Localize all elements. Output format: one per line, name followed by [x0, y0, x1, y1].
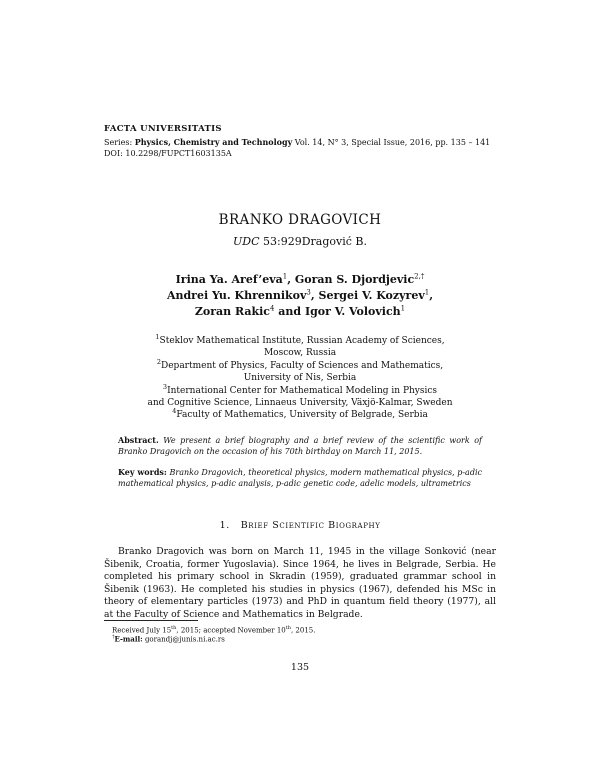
author-name: and Igor V. Volovich [274, 305, 401, 318]
footnote-email [112, 634, 225, 643]
udc-label: UDC [233, 235, 260, 248]
series-line [104, 137, 490, 147]
footnote-divider [104, 620, 198, 621]
keywords-text: Branko Dragovich, theoretical physics, modern mathematical physics, p-adic mathematical physics, p-adic analysis, p-adic genetic code, adelic models, ultrametrics [118, 468, 482, 488]
affil-mark: 3 [162, 382, 168, 391]
author-affil-mark: 1 [400, 304, 406, 313]
page-number: 135 [290, 662, 310, 673]
series-name: Physics, Chemistry and Technology [134, 137, 293, 147]
author-name: , Goran S. Djordjevic [287, 273, 415, 286]
affil-mark: 4 [172, 407, 177, 416]
abstract [118, 435, 482, 457]
footnote-text: , 2015; accepted November 10 [176, 626, 286, 635]
keywords-label: Key words: [118, 467, 167, 477]
footnote-received [112, 625, 315, 634]
author-affil-mark: 1 [424, 288, 430, 297]
affil-line: Steklov Mathematical Institute, Russian Academy of Sciences, [159, 336, 445, 346]
section-title: Brief Scientific Biography [240, 520, 381, 531]
keywords [118, 467, 482, 489]
email-label: E-mail: [114, 634, 143, 644]
ordinal-sup: th [171, 625, 177, 631]
body-paragraph: Branko Dragovich was born on March 11, 1945 in the village Sonković (near Šibenik, Croatia, former Yugoslavia). Since 1964, he lives in Belgrade, Serbia. He completed his primary school in Skradin (1959), graduated grammar school in Šibenik (1963). He completed his studies in physics (1967), defended his MSc in theory of elementary particles (1973) and PhD in quantum field theory (1977), all at the Faculty of Science and Mathematics in Belgrade. [104, 546, 496, 620]
affil-mark: 1 [155, 333, 160, 341]
affil-mark: 2 [156, 357, 162, 366]
section-heading [0, 520, 600, 531]
footnote-text: , 2015. [290, 626, 316, 635]
affil-line: and Cognitive Science, Linnaeus University, Växjö-Kalmar, Sweden [147, 398, 453, 409]
footnote-text: Received July 15 [112, 626, 172, 635]
affiliations [0, 335, 600, 422]
affil-line: Moscow, Russia [263, 348, 337, 359]
abstract-text: We present a brief biography and a brief review of the scientific work of Branko Dragovich on the occasion of his 70th birthday on March 11, 2015. [118, 436, 482, 456]
affil-line: University of Nis, Serbia [243, 373, 357, 384]
series-label: Series: [104, 138, 135, 147]
udc-line [0, 235, 600, 248]
author-name: Zoran Rakic [194, 305, 270, 318]
email-address: gorandj@junis.ni.ac.rs [142, 635, 225, 644]
author-affil-mark: 4 [270, 304, 275, 313]
abstract-label: Abstract. [118, 435, 159, 445]
affil-line: Department of Physics, Faculty of Sciences and Mathematics, [161, 360, 444, 371]
dagger-mark: † [112, 634, 115, 640]
udc-value: 53:929Dragović B. [259, 235, 367, 248]
author-affil-mark: 3 [306, 288, 311, 297]
journal-name: FACTA UNIVERSITATIS [104, 124, 222, 134]
author-name: Andrei Yu. Khrennikov [166, 289, 307, 302]
affil-line: Faculty of Mathematics, University of Belgrade, Serbia [176, 410, 428, 421]
series-details: Vol. 14, N° 3, Special Issue, 2016, pp. 135 – 141 [292, 138, 491, 147]
author-affil-mark: 2,† [414, 272, 425, 281]
paper-title: BRANKO DRAGOVICH [218, 212, 382, 228]
doi: DOI: 10.2298/FUPCT1603135A [104, 149, 232, 158]
section-number: 1. [219, 520, 230, 531]
author-name: , Sergei V. Kozyrev [310, 289, 425, 302]
author-list: Irina Ya. Aref’eva$^1$, Goran S. Djordjevic$^{2,\dagger}$ Andrei Yu. Khrennikov$^3$, Sergei V. Kozyrev$^1$, Zoran Rakic$^4$ and Igor V. Volovich$^1$ [166, 272, 434, 318]
author-affil-mark: 1 [282, 272, 288, 281]
ordinal-sup: th [285, 625, 291, 631]
affil-line: International Center for Mathematical Modeling in Physics [167, 385, 438, 396]
author-name: Irina Ya. Aref’eva [175, 273, 283, 286]
